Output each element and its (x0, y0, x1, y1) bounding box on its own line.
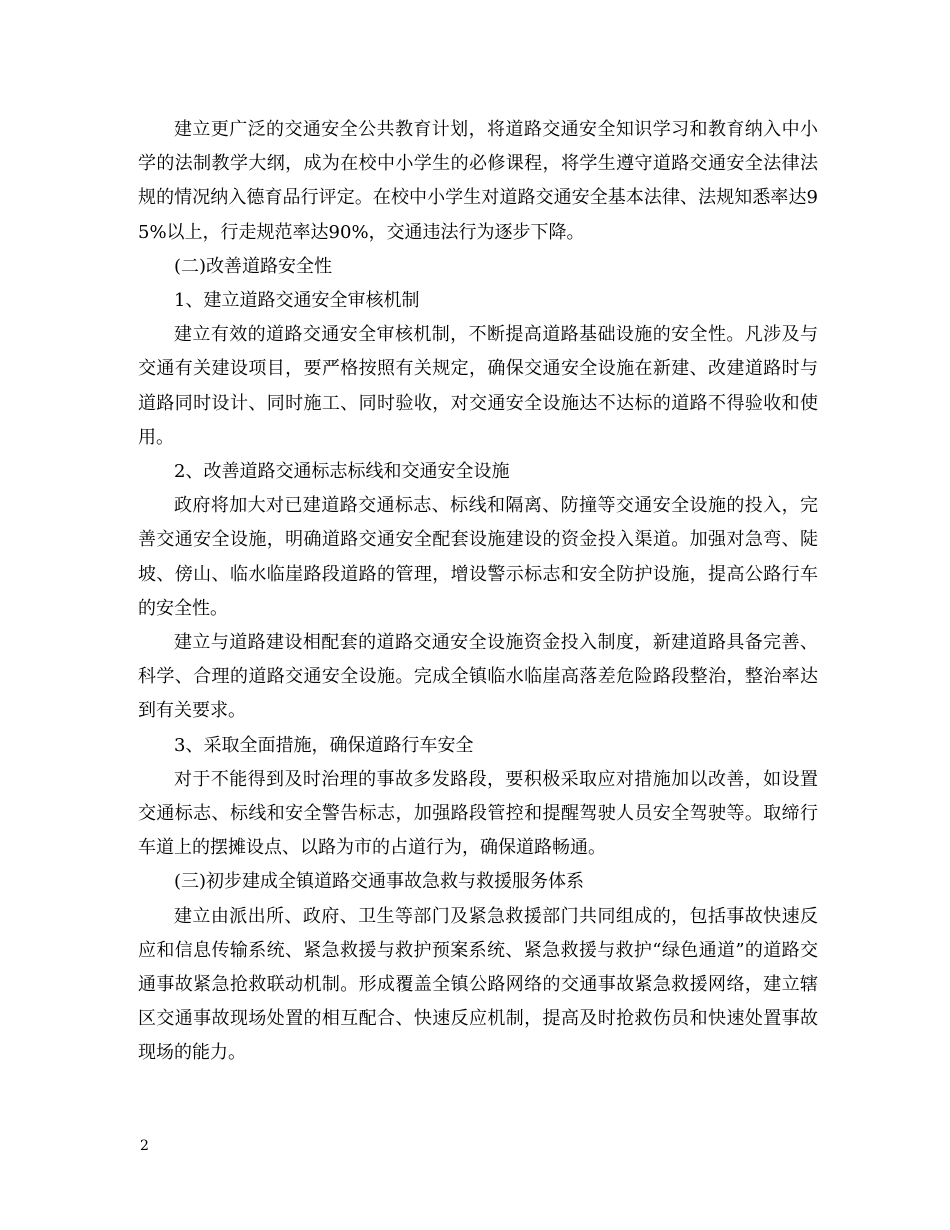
paragraph-traffic-education: 建立更广泛的交通安全公共教育计划，将道路交通安全知识学习和教育纳入中小学的法制教学大纲，成为在校中小学生的必修课程，将学生遵守道路交通安全法律法规的情况纳入德育品行评定。在校中小学生对道路交通安全基本法律、法规知悉率达95%以上，行走规范率达90%，交通违法行为逐步下降。 (138, 119, 818, 243)
paragraph-accident-sections: 对于不能得到及时治理的事故多发路段，要积极采取应对措施加以改善，如设置交通标志、标线和安全警告标志，加强路段管控和提醒驾驶人员安全驾驶等。取缔行车道上的摆摊设点、以路为市的占道行为，确保道路畅通。 (138, 768, 818, 859)
paragraph-funding-system: 建立与道路建设相配套的道路交通安全设施资金投入制度，新建道路具备完善、科学、合理的道路交通安全设施。完成全镇临水临崖高落差危险路段整治，整治率达到有关要求。 (138, 632, 818, 722)
paragraph-rescue-system: 建立由派出所、政府、卫生等部门及紧急救援部门共同组成的，包括事故快速反应和信息传输系统、紧急救援与救护预案系统、紧急救援与救护“绿色通道”的道路交通事故紧急抢救联动机制。形成覆盖全镇公路网络的交通事故紧急救援网络，建立辖区交通事故现场处置的相互配合、快速反应机制，提高及时抢救伤员和快速处置事故现场的能力。 (138, 905, 818, 1064)
paragraph-government-investment: 政府将加大对已建道路交通标志、标线和隔离、防撞等交通安全设施的投入，完善交通安全设施，明确道路交通安全配套设施建设的资金投入渠道。加强对急弯、陡坡、傍山、临水临崖路段道路的管理，增设警示标志和安全防护设施，提高公路行车的安全性。 (138, 495, 818, 619)
page-number: 2 (140, 1138, 149, 1154)
subheading-signs-facilities: 2、改善道路交通标志标线和交通安全设施 (174, 461, 510, 483)
section-heading-road-safety: (二)改善道路安全性 (174, 255, 333, 277)
document-body (138, 113, 818, 1071)
paragraph-safety-review: 建立有效的道路交通安全审核机制，不断提高道路基础设施的安全性。凡涉及与交通有关建设项目，要严格按照有关规定，确保交通安全设施在新建、改建道路时与道路同时设计、同时施工、同时验收，对交通安全设施达不达标的道路不得验收和使用。 (138, 324, 818, 448)
subheading-driving-safety: 3、采取全面措施，确保道路行车安全 (174, 734, 474, 756)
section-heading-emergency-rescue: (三)初步建成全镇道路交通事故急救与救援服务体系 (174, 871, 585, 893)
subheading-safety-review: 1、建立道路交通安全审核机制 (174, 290, 420, 312)
